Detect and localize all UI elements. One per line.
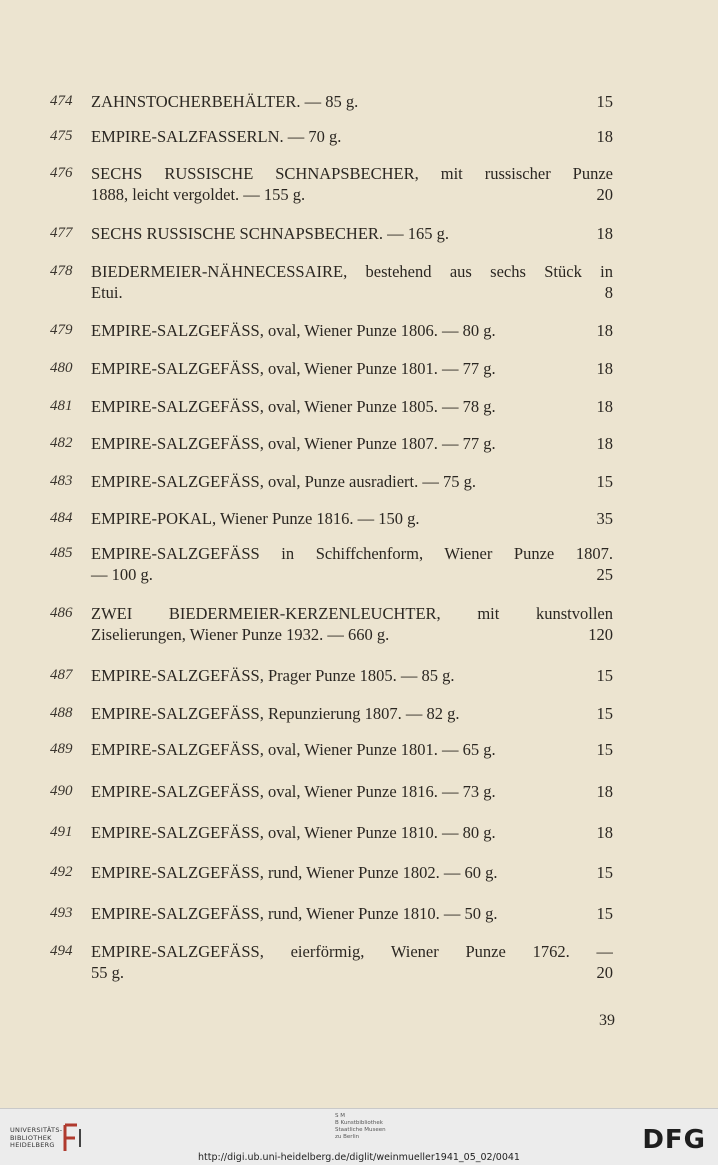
- digitization-footer: [0, 1108, 718, 1165]
- lot-price: 18: [596, 782, 613, 801]
- lot-price: 18: [596, 224, 613, 243]
- lot-number: 492: [50, 864, 73, 880]
- lot-price: 18: [596, 823, 613, 842]
- lot-description-line: EMPIRE-SALZGEFÄSS, oval, Wiener Punze 1801. — 77 g.: [91, 359, 496, 378]
- lot-price: 15: [596, 472, 613, 491]
- lot-description-line: EMPIRE-SALZFASSERLN. — 70 g.: [91, 127, 342, 146]
- logo-text-line: BIBLIOTHEK: [10, 1133, 52, 1142]
- lot-description-line: BIEDERMEIER-NÄHNECESSAIRE, bestehend aus sechs Stück in: [91, 262, 613, 281]
- lot-number: 476: [50, 165, 73, 181]
- lot-number: 488: [50, 705, 73, 721]
- lot-price: 20: [596, 185, 613, 204]
- lot-description-line: SECHS RUSSISCHE SCHNAPSBECHER. — 165 g.: [91, 224, 450, 243]
- lot-number: 485: [50, 545, 73, 561]
- lot-description-line: 55 g.: [91, 963, 124, 982]
- lot-number: 489: [50, 741, 73, 757]
- lot-price: 18: [596, 434, 613, 453]
- logo-text-line: S M: [335, 1113, 345, 1119]
- logo-text-line: UNIVERSITÄTS-: [10, 1126, 63, 1134]
- lot-price: 18: [596, 397, 613, 416]
- lot-price: 35: [596, 509, 613, 528]
- lot-number: 484: [50, 510, 73, 526]
- lot-number: 494: [50, 943, 73, 959]
- logo-text-line: B Kunstbibliothek: [335, 1120, 383, 1126]
- lot-number: 478: [50, 263, 73, 279]
- lot-description-line: EMPIRE-SALZGEFÄSS, oval, Wiener Punze 1801. — 65 g.: [91, 740, 496, 759]
- lot-price: 15: [596, 863, 613, 882]
- lot-price: 15: [596, 92, 613, 111]
- logo-text-line: zu Berlin: [335, 1134, 360, 1140]
- lot-price: 20: [596, 963, 613, 982]
- library-crest-icon: [62, 1123, 84, 1153]
- lot-description-line: EMPIRE-SALZGEFÄSS, oval, Wiener Punze 1807. — 77 g.: [91, 434, 496, 453]
- logo-text-line: HEIDELBERG: [10, 1141, 55, 1149]
- lot-number: 474: [50, 93, 73, 109]
- berlin-museum-logo: [335, 1113, 386, 1141]
- lot-description-line: Etui.: [91, 283, 123, 302]
- lot-description-line: EMPIRE-SALZGEFÄSS, oval, Wiener Punze 1810. — 80 g.: [91, 823, 496, 842]
- lot-description-line: EMPIRE-SALZGEFÄSS, rund, Wiener Punze 1810. — 50 g.: [91, 904, 498, 923]
- lot-price: 120: [588, 625, 613, 644]
- lot-price: 18: [596, 359, 613, 378]
- logo-text-line: Staatliche Museen: [335, 1127, 386, 1133]
- lot-description-line: EMPIRE-SALZGEFÄSS, oval, Wiener Punze 1806. — 80 g.: [91, 321, 496, 340]
- lot-description-line: ZAHNSTOCHERBEHÄLTER. — 85 g.: [91, 92, 359, 111]
- lot-price: 15: [596, 904, 613, 923]
- lot-price: 15: [596, 704, 613, 723]
- lot-description-line: EMPIRE-SALZGEFÄSS, eierförmig, Wiener Punze 1762. —: [91, 942, 613, 961]
- lot-number: 487: [50, 667, 73, 683]
- lot-number: 493: [50, 905, 73, 921]
- lot-number: 481: [50, 398, 73, 414]
- lot-description-line: EMPIRE-SALZGEFÄSS in Schiffchenform, Wiener Punze 1807.: [91, 544, 613, 563]
- lot-number: 479: [50, 322, 73, 338]
- lot-price: 8: [604, 283, 613, 302]
- permalink-url[interactable]: http://digi.ub.uni-heidelberg.de/diglit/weinmueller1941_05_02/0041: [198, 1152, 520, 1163]
- lot-price: 25: [596, 565, 613, 584]
- lot-description-line: 1888, leicht vergoldet. — 155 g.: [91, 185, 306, 204]
- lot-description-line: EMPIRE-SALZGEFÄSS, oval, Wiener Punze 1805. — 78 g.: [91, 397, 496, 416]
- lot-price: 15: [596, 740, 613, 759]
- lot-number: 480: [50, 360, 73, 376]
- lot-description-line: EMPIRE-SALZGEFÄSS, oval, Wiener Punze 1816. — 73 g.: [91, 782, 496, 801]
- lot-description-line: EMPIRE-SALZGEFÄSS, rund, Wiener Punze 1802. — 60 g.: [91, 863, 498, 882]
- lot-description-line: ZWEI BIEDERMEIER-KERZENLEUCHTER, mit kunstvollen: [91, 604, 613, 623]
- lot-number: 490: [50, 783, 73, 799]
- page-number: 39: [599, 1012, 615, 1029]
- lot-number: 475: [50, 128, 73, 144]
- lot-number: 477: [50, 225, 73, 241]
- lot-number: 486: [50, 605, 73, 621]
- lot-price: 18: [596, 321, 613, 340]
- lot-description-line: Ziselierungen, Wiener Punze 1932. — 660 g.: [91, 625, 390, 644]
- lot-number: 491: [50, 824, 73, 840]
- lot-description-line: — 100 g.: [91, 565, 153, 584]
- lot-description-line: EMPIRE-POKAL, Wiener Punze 1816. — 150 g.: [91, 509, 420, 528]
- lot-description-line: EMPIRE-SALZGEFÄSS, Prager Punze 1805. — 85 g.: [91, 666, 455, 685]
- lot-price: 18: [596, 127, 613, 146]
- lot-number: 483: [50, 473, 73, 489]
- lot-description-line: EMPIRE-SALZGEFÄSS, oval, Punze ausradiert. — 75 g.: [91, 472, 476, 491]
- dfg-logo[interactable]: DFG: [642, 1125, 706, 1155]
- lot-description-line: SECHS RUSSISCHE SCHNAPSBECHER, mit russischer Punze: [91, 164, 613, 183]
- lot-number: 482: [50, 435, 73, 451]
- lot-description-line: EMPIRE-SALZGEFÄSS, Repunzierung 1807. — 82 g.: [91, 704, 460, 723]
- lot-price: 15: [596, 666, 613, 685]
- university-library-logo[interactable]: [10, 1127, 62, 1150]
